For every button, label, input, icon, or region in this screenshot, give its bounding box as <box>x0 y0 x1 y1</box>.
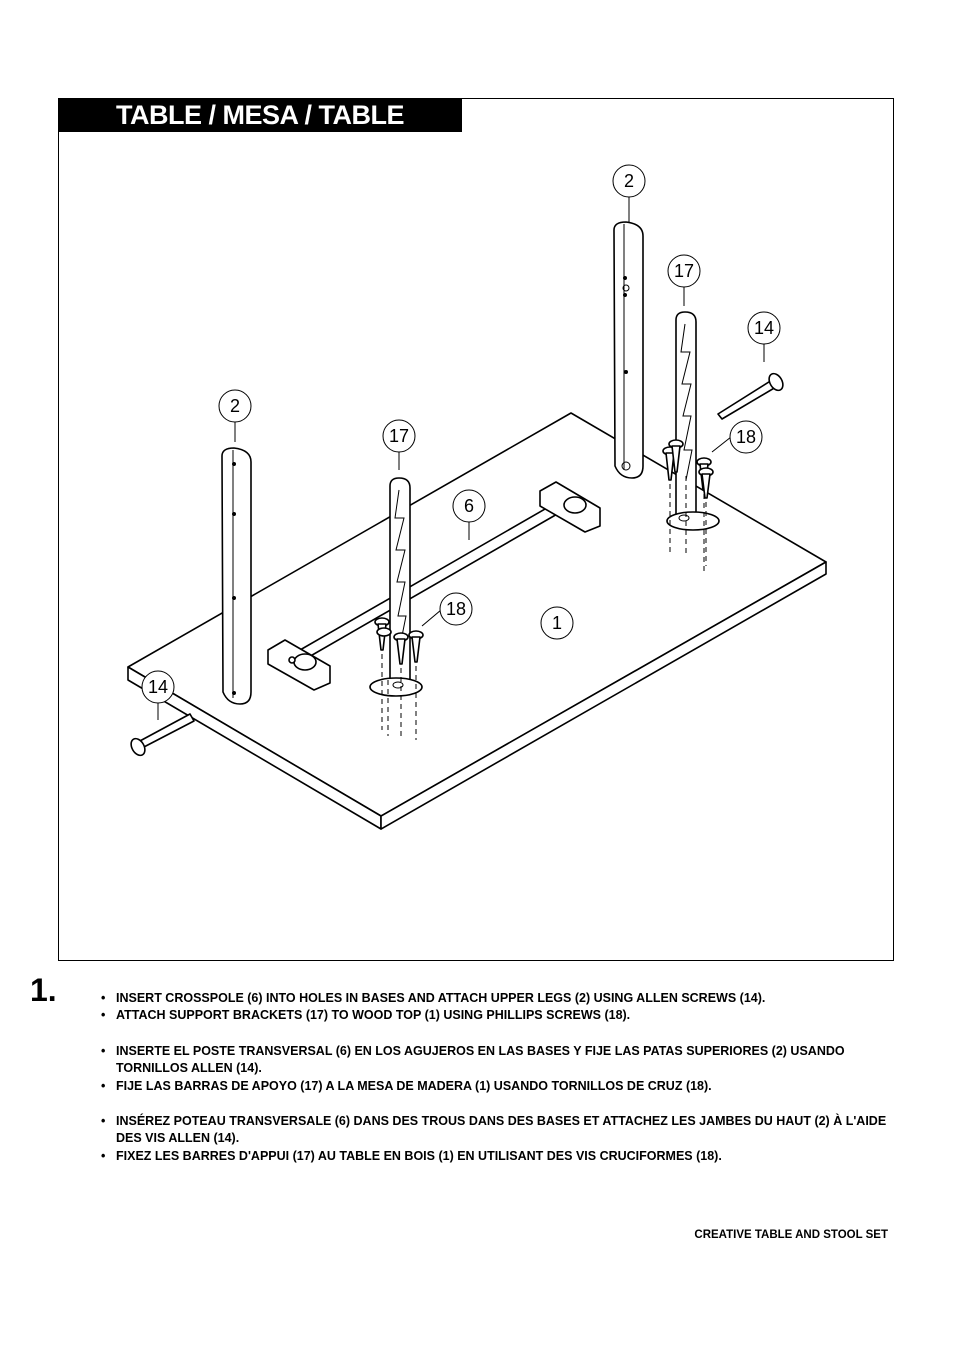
instruction-item <box>101 1078 891 1095</box>
svg-text:14: 14 <box>147 677 169 697</box>
instruction-text-fr-2: FIXEZ LES BARRES D'APPUI (17) AU TABLE EN BOIS (1) EN UTILISANT DES VIS CRUCIFORMES (18). <box>116 1149 722 1163</box>
upper-leg-left-part-2 <box>222 448 251 704</box>
instruction-item <box>101 1148 891 1165</box>
assembly-diagram <box>59 99 893 959</box>
allen-screw-left-part-14 <box>128 714 194 758</box>
instruction-text-es-2: FIJE LAS BARRAS DE APOYO (17) A LA MESA DE MADERA (1) USANDO TORNILLOS DE CRUZ (18). <box>116 1079 712 1093</box>
svg-text:18: 18 <box>445 599 467 619</box>
bullet: • <box>101 1008 106 1022</box>
footer-product-name: CREATIVE TABLE AND STOOL SET <box>694 1229 888 1241</box>
callout-2-right <box>613 165 645 197</box>
bullet: • <box>101 1044 106 1058</box>
page-title: TABLE / MESA / TABLE <box>116 100 404 130</box>
callout-18-right <box>730 421 762 453</box>
callout-17-right <box>668 255 700 287</box>
svg-text:2: 2 <box>623 171 635 191</box>
callout-17-left <box>383 420 415 452</box>
bullet: • <box>101 991 106 1005</box>
callout-14-right <box>748 312 780 344</box>
svg-text:17: 17 <box>673 261 695 281</box>
svg-text:1: 1 <box>551 613 563 633</box>
svg-text:17: 17 <box>388 426 410 446</box>
instruction-item <box>101 1043 891 1077</box>
bullet: • <box>101 1079 106 1093</box>
instruction-text-fr-1: INSÉREZ POTEAU TRANSVERSALE (6) DANS DES TROUS DANS DES BASES ET ATTACHEZ LES JAMBES DU HAUT (2) À L'AIDE DES VIS ALLEN (14). <box>116 1114 887 1145</box>
instruction-text-en-2: ATTACH SUPPORT BRACKETS (17) TO WOOD TOP (1) USING PHILLIPS SCREWS (18). <box>116 1008 631 1022</box>
svg-text:14: 14 <box>753 318 775 338</box>
instruction-text-en-1: INSERT CROSSPOLE (6) INTO HOLES IN BASES AND ATTACH UPPER LEGS (2) USING ALLEN SCREWS (14). <box>116 991 766 1005</box>
instruction-item <box>101 1113 891 1147</box>
instruction-text-es-1: INSERTE EL POSTE TRANSVERSAL (6) EN LOS AGUJEROS EN LAS BASES Y FIJE LAS PATAS SUPERIORES (2) USANDO TORNILLOS ALLEN (14). <box>116 1044 845 1075</box>
callout-14-left <box>142 671 174 703</box>
allen-screw-right-part-14 <box>718 371 786 419</box>
callout-2-left <box>219 390 251 422</box>
instruction-item <box>101 1007 891 1024</box>
instruction-item <box>101 990 891 1007</box>
svg-text:18: 18 <box>735 427 757 447</box>
bullet: • <box>101 1114 106 1128</box>
step-number: 1. <box>30 972 57 1008</box>
bullet: • <box>101 1149 106 1163</box>
svg-text:2: 2 <box>229 396 241 416</box>
callout-1 <box>541 607 573 639</box>
svg-text:6: 6 <box>463 496 475 516</box>
callout-18-left <box>440 593 472 625</box>
upper-leg-right-part-2 <box>614 222 643 478</box>
callout-6 <box>453 490 485 522</box>
